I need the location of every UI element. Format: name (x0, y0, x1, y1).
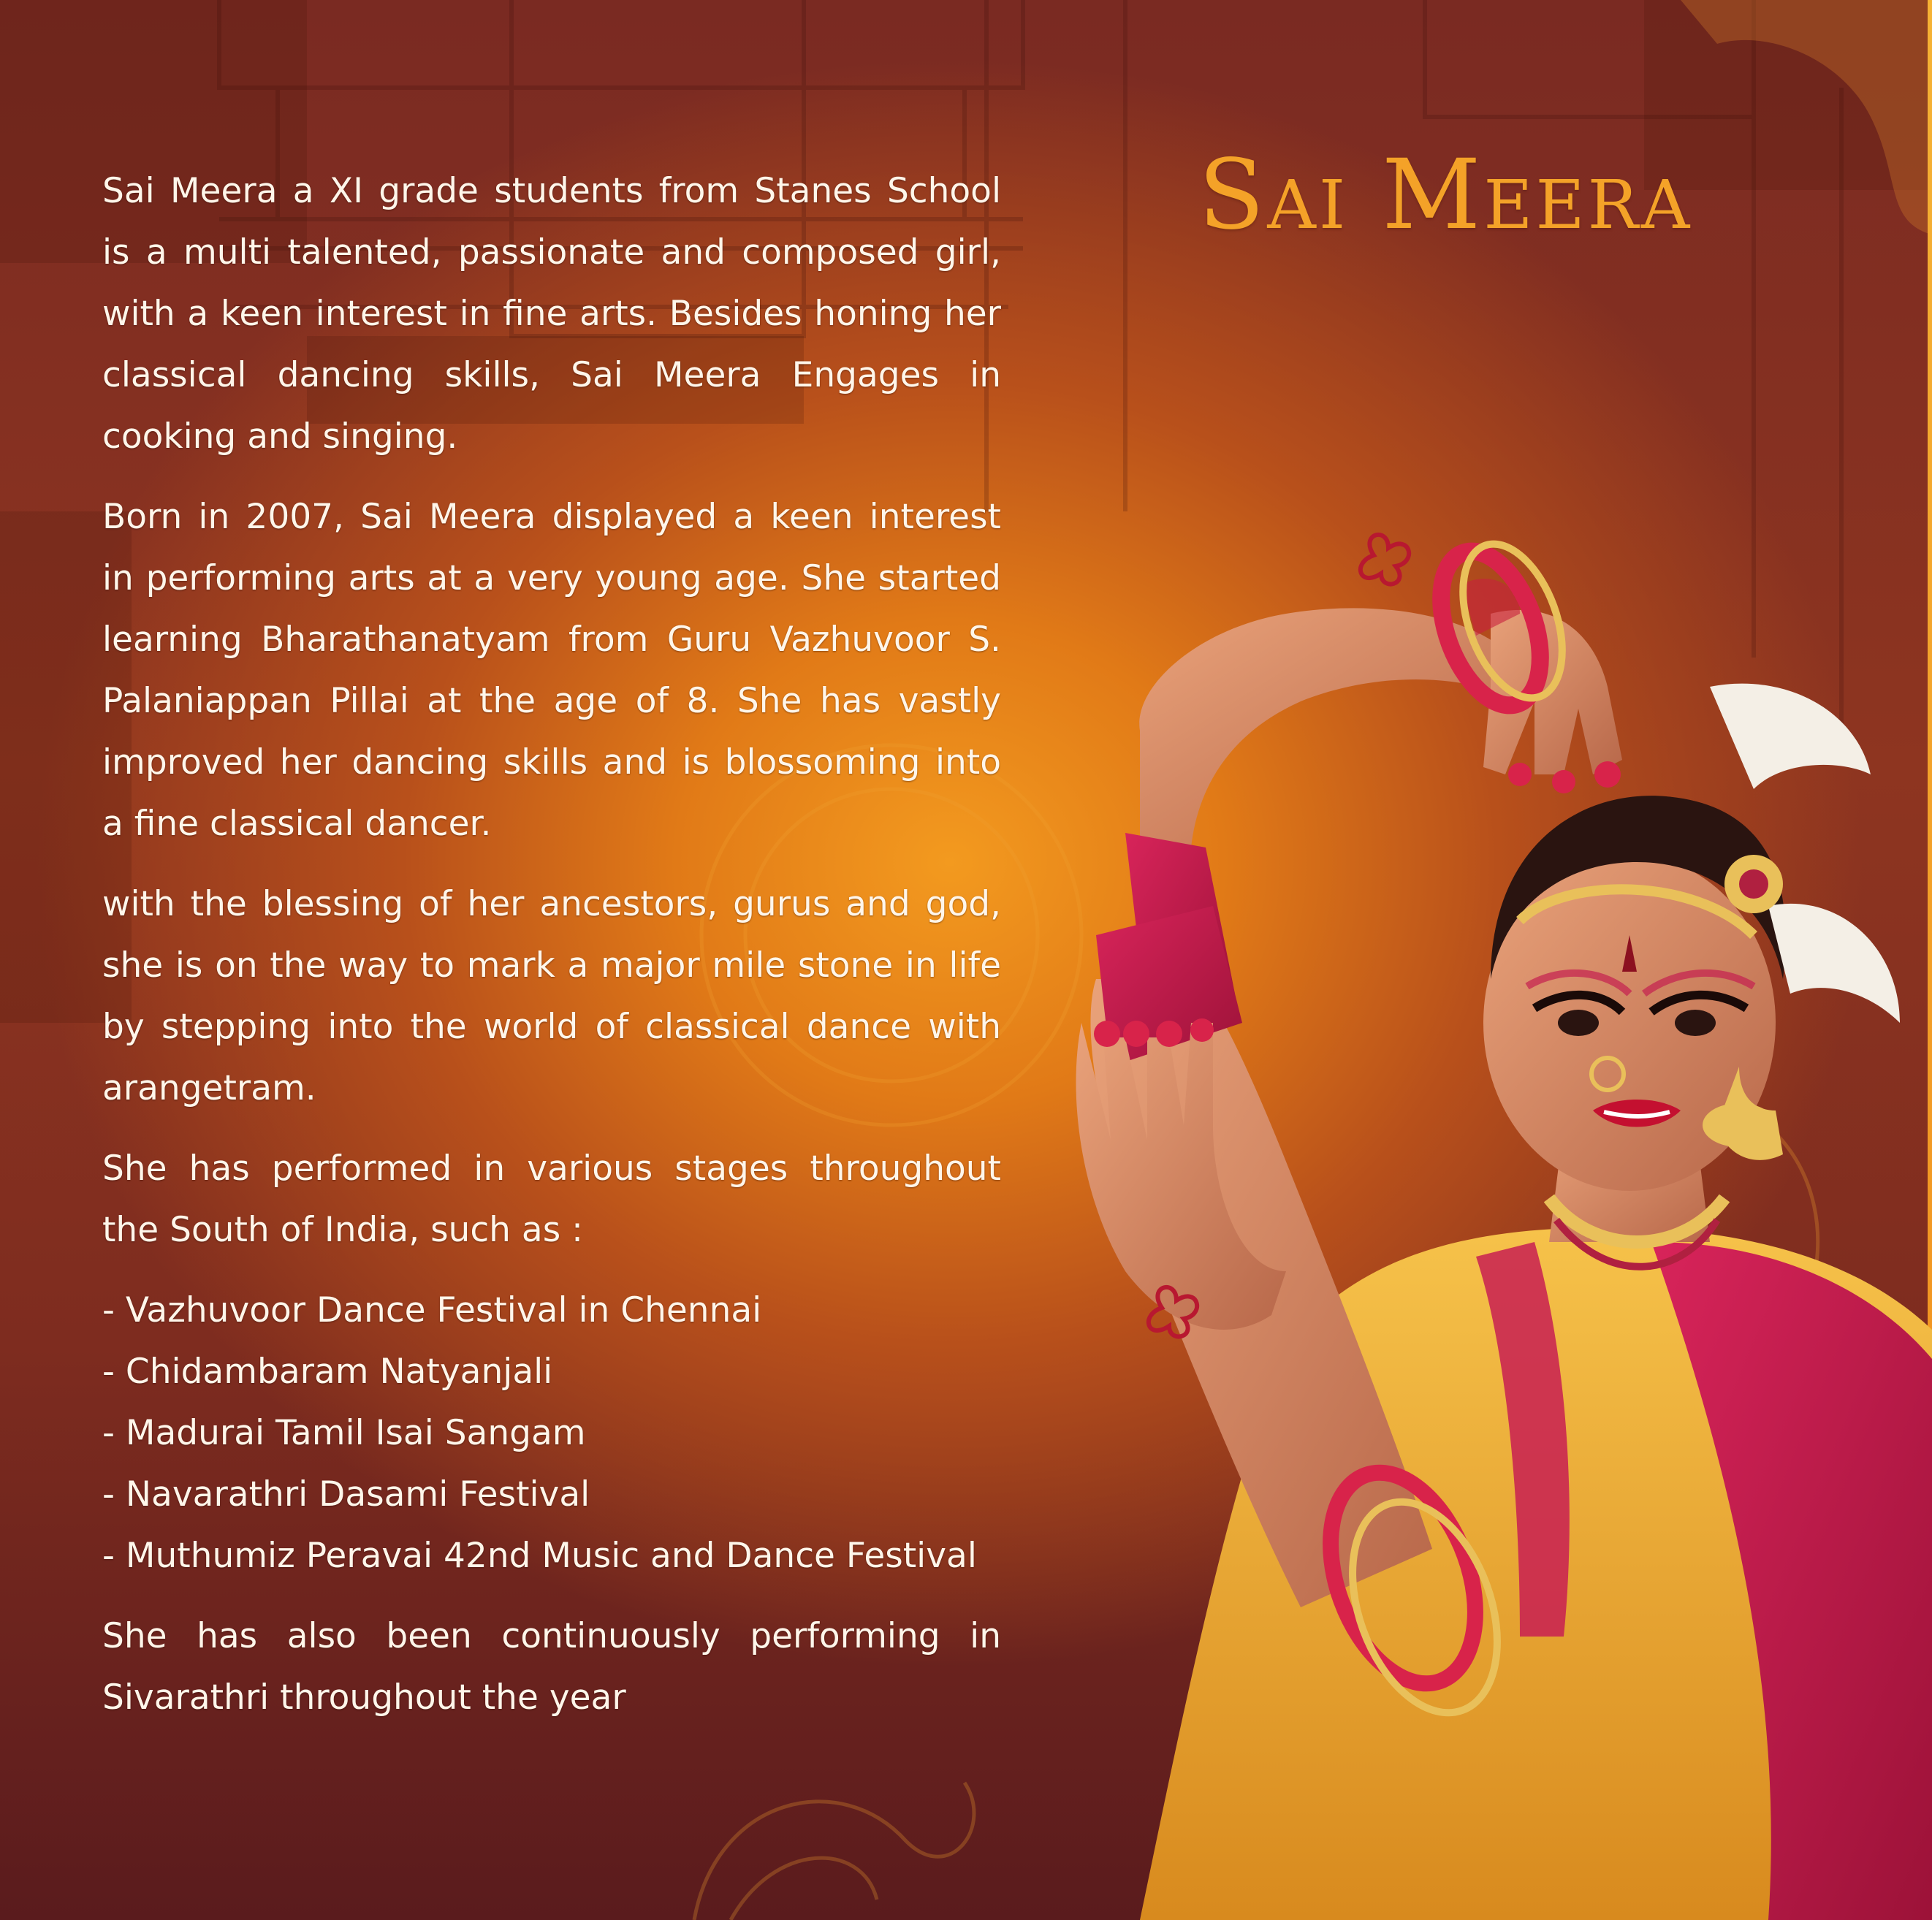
list-item: - Muthumiz Peravai 42nd Music and Dance Festival (102, 1536, 977, 1576)
list-item: - Navarathri Dasami Festival (102, 1474, 590, 1515)
list-item: - Chidambaram Natyanjali (102, 1352, 553, 1392)
dancer-photo (1052, 468, 1932, 1920)
list-item: - Vazhuvoor Dance Festival in Chennai (102, 1290, 762, 1330)
venue-list (102, 1280, 1001, 1587)
blessing-paragraph: with the blessing of her ancestors, gurus and god, she is on the way to mark a major mile stone in life by stepping into the world of classical dance with arangetram. (102, 884, 1001, 1108)
training-paragraph: Born in 2007, Sai Meera displayed a keen interest in performing arts at a very young age. She started learning Bharathanatyam from Guru Vazhuvoor S. Palaniappan Pillai at the age of 8. She has vastly improved her dancing skills and is blossoming into a fine classical dancer. (102, 497, 1001, 844)
intro-paragraph: Sai Meera a XI grade students from Stanes School is a multi talented, passionate and composed girl, with a keen interest in fine arts. Besides honing her classical dancing skills, Sai Meera Engages in cooking and singing. (102, 171, 1001, 457)
biography-text (102, 161, 1001, 1748)
performances-intro: She has performed in various stages throughout the South of India, such as : (102, 1148, 1001, 1250)
page-title: Sai Meera (1198, 139, 1693, 251)
list-item: - Madurai Tamil Isai Sangam (102, 1413, 586, 1453)
closing-paragraph: She has also been continuously performing in Sivarathri throughout the year (102, 1616, 1001, 1718)
